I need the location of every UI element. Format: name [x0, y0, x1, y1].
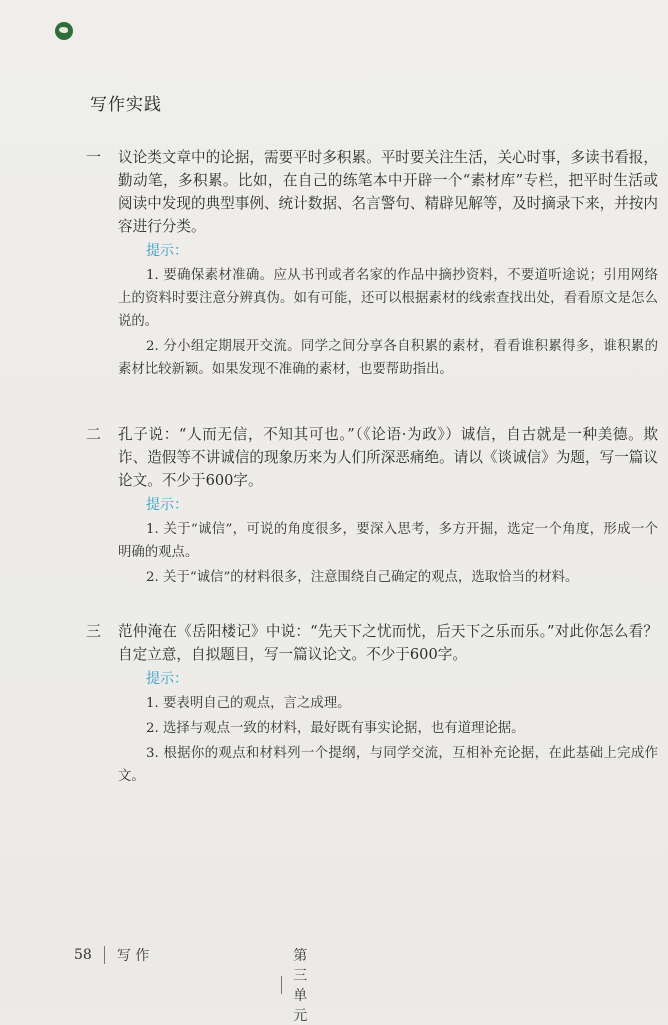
hint-label: 提示： [146, 494, 658, 516]
task-text: 议论类文章中的论据，需要平时多积累。平时要关注生活，关心时事，多读书看报，勤动笔，多积累。比如，在自己的练笔本中开辟一个“素材库”专栏，把平时生活或阅读中发现的典型事例、统计数据、名言警句、精辟见解等，及时摘录下来，并按内容进行分类。 [118, 146, 658, 238]
hint-item: 1. 要确保素材准确。应从书刊或者名家的作品中摘抄资料，不要道听途说；引用网络上的资料时要注意分辨真伪。如有可能，还可以根据素材的线索查找出处，看看原文是怎么说的。 [118, 264, 658, 333]
task-text: 范仲淹在《岳阳楼记》中说：“先天下之忧而忧，后天下之乐而乐。”对此你怎么看？自定立意，自拟题目，写一篇议论文。不少于600字。 [118, 620, 658, 666]
footer-unit: 第三单元 [293, 945, 308, 1025]
footer-divider [104, 946, 105, 964]
task-2 [86, 423, 658, 589]
hint-item: 1. 要表明自己的观点，言之成理。 [118, 692, 658, 715]
hint-item: 3. 根据你的观点和材料列一个提纲，与同学交流，互相补充论据，在此基础上完成作文。 [118, 742, 658, 788]
task-3 [86, 620, 658, 788]
footer-unit-group [269, 945, 308, 1025]
hint-item: 2. 关于“诚信”的材料很多，注意围绕自己确定的观点，选取恰当的材料。 [118, 566, 658, 589]
page-number: 58 [74, 947, 92, 963]
publisher-logo-icon [55, 22, 73, 40]
task-1 [86, 146, 658, 381]
hint-label: 提示： [146, 240, 658, 262]
page-footer [74, 945, 149, 965]
footer-section: 写 作 [117, 945, 149, 965]
hint-item: 1. 关于“诚信”，可说的角度很多，要深入思考，多方开掘，选定一个角度，形成一个明确的观点。 [118, 518, 658, 564]
hint-item: 2. 选择与观点一致的材料，最好既有事实论据，也有道理论据。 [118, 717, 658, 740]
task-number: 三 [86, 620, 101, 641]
section-title: 写作实践 [90, 90, 162, 115]
task-number: 一 [86, 146, 101, 167]
task-text: 孔子说：“人而无信，不知其可也。”（《论语·为政》）诚信，自古就是一种美德。欺诈、造假等不讲诚信的现象历来为人们所深恶痛绝。请以《谈诚信》为题，写一篇议论文。不少于600字。 [118, 423, 658, 492]
hint-item: 2. 分小组定期展开交流。同学之间分享各自积累的素材，看看谁积累得多，谁积累的素材比较新颖。如果发现不准确的素材，也要帮助指出。 [118, 335, 658, 381]
task-number: 二 [86, 423, 101, 444]
hint-label: 提示： [146, 668, 658, 690]
